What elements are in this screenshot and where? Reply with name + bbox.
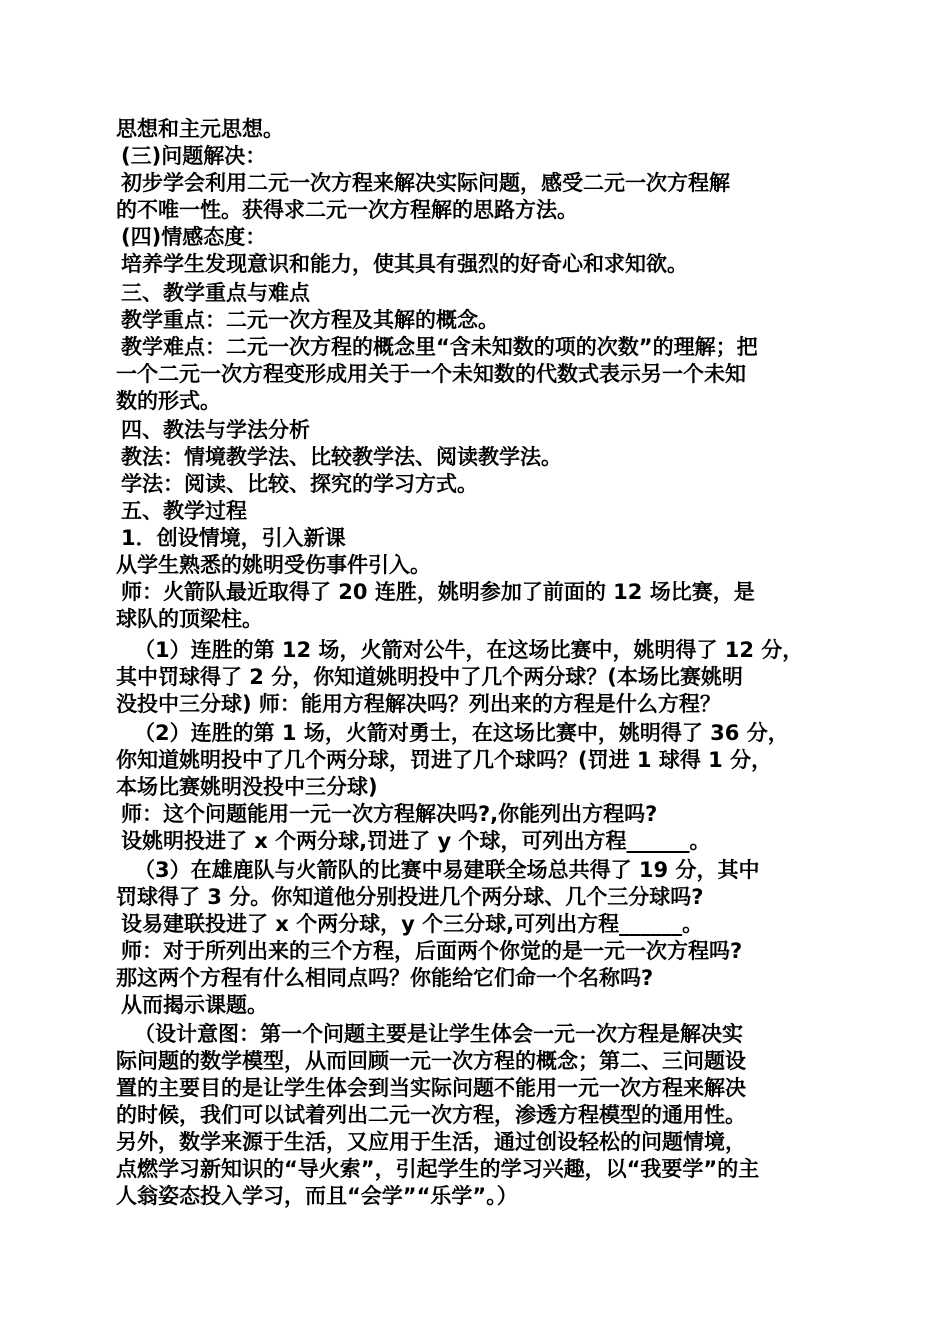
text-line: 那这两个方程有什么相同点吗？你能给它们命一个名称吗? bbox=[116, 966, 654, 990]
text-line: 设易建联投进了 x 个两分球，y 个三分球,可列出方程______。 bbox=[121, 912, 704, 936]
text-line: 师：对于所列出来的三个方程，后面两个你觉的是一元一次方程吗? bbox=[121, 939, 743, 963]
text-line: 教学难点：二元一次方程的概念里“含未知数的项的次数”的理解；把 bbox=[121, 335, 758, 359]
text-line: 你知道姚明投中了几个两分球，罚进了几个球吗？(罚进 1 球得 1 分， bbox=[116, 748, 773, 772]
text-line: 一个二元一次方程变形成用关于一个未知数的代数式表示另一个未知 bbox=[116, 362, 746, 386]
text-line: 数的形式。 bbox=[116, 389, 221, 413]
text-line: 教法：情境教学法、比较教学法、阅读教学法。 bbox=[121, 445, 562, 469]
section-heading: (四)情感态度： bbox=[121, 225, 267, 249]
text-line: 的时候，我们可以试着列出二元一次方程，渗透方程模型的通用性。 bbox=[116, 1103, 746, 1127]
section-heading: 五、教学过程 bbox=[121, 499, 247, 523]
text-line: 另外，数学来源于生活，又应用于生活，通过创设轻松的问题情境， bbox=[116, 1130, 746, 1154]
text-line: 人翁姿态投入学习，而且“会学”“乐学”。） bbox=[116, 1184, 518, 1208]
text-line: （1）连胜的第 12 场，火箭对公牛，在这场比赛中，姚明得了 12 分， bbox=[134, 638, 804, 662]
text-line: 球队的顶梁柱。 bbox=[116, 607, 263, 631]
text-line: 思想和主元思想。 bbox=[116, 117, 284, 141]
text-line: 没投中三分球) 师：能用方程解决吗？列出来的方程是什么方程？ bbox=[116, 692, 721, 716]
text-line: 点燃学习新知识的“导火索”，引起学生的学习兴趣，以“我要学”的主 bbox=[116, 1157, 760, 1181]
text-line: 初步学会利用二元一次方程来解决实际问题，感受二元一次方程解 bbox=[121, 171, 730, 195]
section-heading: 三、教学重点与难点 bbox=[121, 281, 310, 305]
text-line: 的不唯一性。获得求二元一次方程解的思路方法。 bbox=[116, 198, 578, 222]
text-line: 其中罚球得了 2 分，你知道姚明投中了几个两分球？(本场比赛姚明 bbox=[116, 665, 743, 689]
text-line: 从而揭示课题。 bbox=[121, 993, 268, 1017]
text-line: 置的主要目的是让学生体会到当实际问题不能用一元一次方程来解决 bbox=[116, 1076, 746, 1100]
text-line: （设计意图：第一个问题主要是让学生体会一元一次方程是解决实 bbox=[134, 1022, 743, 1046]
text-line: 设姚明投进了 x 个两分球,罚进了 y 个球，可列出方程______。 bbox=[121, 829, 711, 853]
text-line: 从学生熟悉的姚明受伤事件引入。 bbox=[116, 553, 431, 577]
section-heading: (三)问题解决： bbox=[121, 144, 267, 168]
text-line: 师：这个问题能用一元一次方程解决吗?,你能列出方程吗? bbox=[121, 802, 658, 826]
text-line: 际问题的数学模型，从而回顾一元一次方程的概念；第二、三问题设 bbox=[116, 1049, 746, 1073]
text-line: （3）在雄鹿队与火箭队的比赛中易建联全场总共得了 19 分，其中 bbox=[134, 858, 760, 882]
text-line: 师：火箭队最近取得了 20 连胜，姚明参加了前面的 12 场比赛，是 bbox=[121, 580, 755, 604]
text-line: 培养学生发现意识和能力，使其具有强烈的好奇心和求知欲。 bbox=[121, 252, 688, 276]
text-line: 罚球得了 3 分。你知道他分别投进几个两分球、几个三分球吗? bbox=[116, 885, 704, 909]
section-heading: 四、教法与学法分析 bbox=[121, 418, 310, 442]
subsection-heading: 1．创设情境，引入新课 bbox=[121, 526, 346, 550]
text-line: 教学重点：二元一次方程及其解的概念。 bbox=[121, 308, 499, 332]
text-line: 本场比赛姚明没投中三分球) bbox=[116, 775, 378, 799]
text-line: （2）连胜的第 1 场，火箭对勇士，在这场比赛中，姚明得了 36 分， bbox=[134, 721, 789, 745]
text-line: 学法：阅读、比较、探究的学习方式。 bbox=[121, 472, 478, 496]
